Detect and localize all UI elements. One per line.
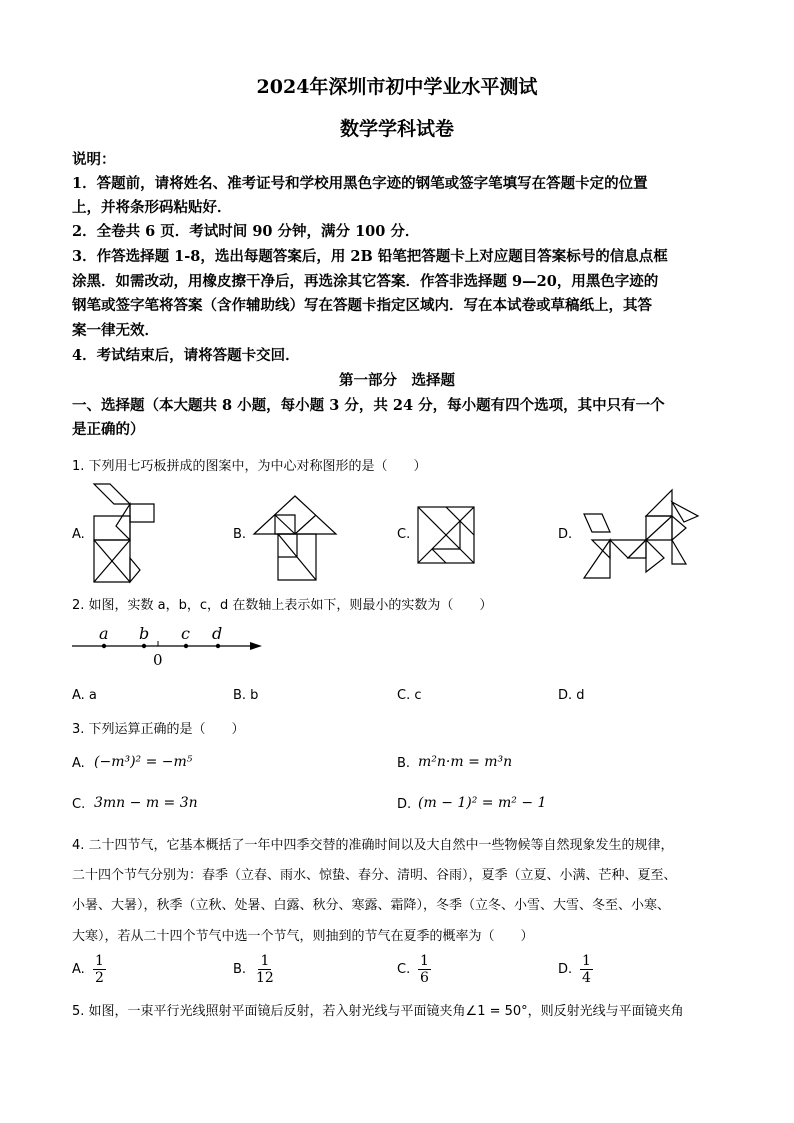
q4-option-b-label: B. bbox=[233, 962, 247, 977]
q2-point-d: d bbox=[212, 624, 223, 643]
q2-option-c: C. c bbox=[397, 688, 422, 703]
q2-option-b: B. b bbox=[233, 688, 259, 703]
q3-option-c-expr: 3mn − m = 3n bbox=[94, 795, 198, 811]
q4-option-a-fraction: $\frac{1}{2}$ bbox=[95, 953, 104, 986]
q3-option-c-label: C. bbox=[72, 797, 86, 812]
q3-option-b-label: B. bbox=[397, 756, 411, 771]
question-4-line: 小暑、大暑），秋季（立秋、处暑、白露、秋分、寒露、霜降），冬季（立冬、小雪、大雪、冬至、小寒、 bbox=[72, 898, 671, 913]
q2-option-d: D. d bbox=[558, 688, 585, 703]
q3-option-d-label: D. bbox=[397, 797, 412, 812]
instruction-line: 2．全卷共 6 页．考试时间 90 分钟，满分 100 分． bbox=[72, 223, 420, 240]
q4-option-d-label: D. bbox=[558, 962, 573, 977]
exam-title: 2024年深圳市初中学业水平测试 bbox=[256, 76, 538, 98]
q3-option-d-expr: (m − 1)² = m² − 1 bbox=[418, 795, 547, 811]
q2-point-b: b bbox=[139, 624, 150, 643]
q2-point-a: a bbox=[99, 624, 109, 643]
q1-option-b-label: B. bbox=[233, 527, 247, 542]
question-4-line: 大寒），若从二十四个节气中选一个节气，则抽到的节气在夏季的概率为（ ） bbox=[72, 929, 534, 944]
q2-origin-label: 0 bbox=[153, 651, 163, 669]
question-4-line: 二十四个节气分别为：春季（立春、雨水、惊蛰、春分、清明、谷雨），夏季（立夏、小满、芒种、夏至、 bbox=[72, 868, 677, 883]
q1-option-a-tangram bbox=[88, 482, 160, 584]
q4-option-a-label: A. bbox=[72, 962, 85, 977]
question-3-stem: 3. 下列运算正确的是（ ） bbox=[72, 722, 245, 737]
q1-option-d-label: D. bbox=[558, 527, 573, 542]
question-4-line: 4. 二十四节气，它基本概括了一年中四季交替的准确时间以及大自然中一些物候等自然现象发生的规律， bbox=[72, 838, 674, 853]
q3-option-b-expr: m²n·m = m³n bbox=[418, 754, 513, 770]
instruction-line: 钢笔或签字笔将答案（含作辅助线）写在答题卡指定区域内．写在本试卷或草稿纸上，其答 bbox=[72, 297, 652, 314]
q4-option-c-label: C. bbox=[397, 962, 411, 977]
question-5-stem: 5. 如图，一束平行光线照射平面镜后反射，若入射光线与平面镜夹角∠1 = 50°，则反射光线与平面镜夹角 bbox=[72, 1004, 684, 1019]
exam-subtitle: 数学学科试卷 bbox=[339, 118, 454, 140]
q2-point-c: c bbox=[181, 624, 190, 643]
q2-option-a: A. a bbox=[72, 688, 97, 703]
instruction-line: 案一律无效． bbox=[72, 322, 159, 339]
instructions-heading: 说明： bbox=[72, 151, 116, 168]
instruction-line: 4．考试结束后，请将答题卡交回． bbox=[72, 347, 300, 364]
section-heading-cont: 是正确的） bbox=[72, 421, 145, 438]
q1-option-d-tangram bbox=[580, 486, 702, 582]
instruction-line: 1．答题前，请将姓名、准考证号和学校用黑色字迹的钢笔或签字笔填写在答题卡定的位置 bbox=[72, 175, 648, 192]
part-title: 第一部分 选择题 bbox=[339, 372, 455, 389]
q3-option-a-label: A. bbox=[72, 756, 85, 771]
q1-option-a-label: A. bbox=[72, 527, 85, 542]
q1-option-c-label: C. bbox=[397, 527, 411, 542]
question-1-stem: 1. 下列用七巧板拼成的图案中，为中心对称图形的是（ ） bbox=[72, 459, 427, 474]
q1-option-b-tangram bbox=[250, 494, 340, 584]
instruction-line: 上，并将条形码粘贴好． bbox=[72, 199, 232, 216]
section-heading: 一、选择题（本大题共 8 小题，每小题 3 分，共 24 分，每小题有四个选项，其中只有一个 bbox=[72, 397, 665, 414]
q4-option-d-fraction: $\frac{1}{4}$ bbox=[582, 953, 591, 986]
instruction-line: 3．作答选择题 1-8，选出每题答案后，用 2B 铅笔把答题卡上对应题目答案标号的信息点框 bbox=[72, 248, 668, 265]
question-2-stem: 2. 如图，实数 a，b，c，d 在数轴上表示如下，则最小的实数为（ ） bbox=[72, 598, 493, 613]
q4-option-b-fraction: $\frac{1}{12}$ bbox=[256, 953, 274, 986]
q4-option-c-fraction: $\frac{1}{6}$ bbox=[420, 953, 429, 986]
q1-option-c-tangram bbox=[416, 505, 476, 565]
q3-option-a-expr: (−m³)² = −m⁵ bbox=[94, 754, 193, 770]
instruction-line: 涂黑．如需改动，用橡皮擦干净后，再选涂其它答案．作答非选择题 9—20，用黑色字迹的 bbox=[72, 273, 659, 290]
